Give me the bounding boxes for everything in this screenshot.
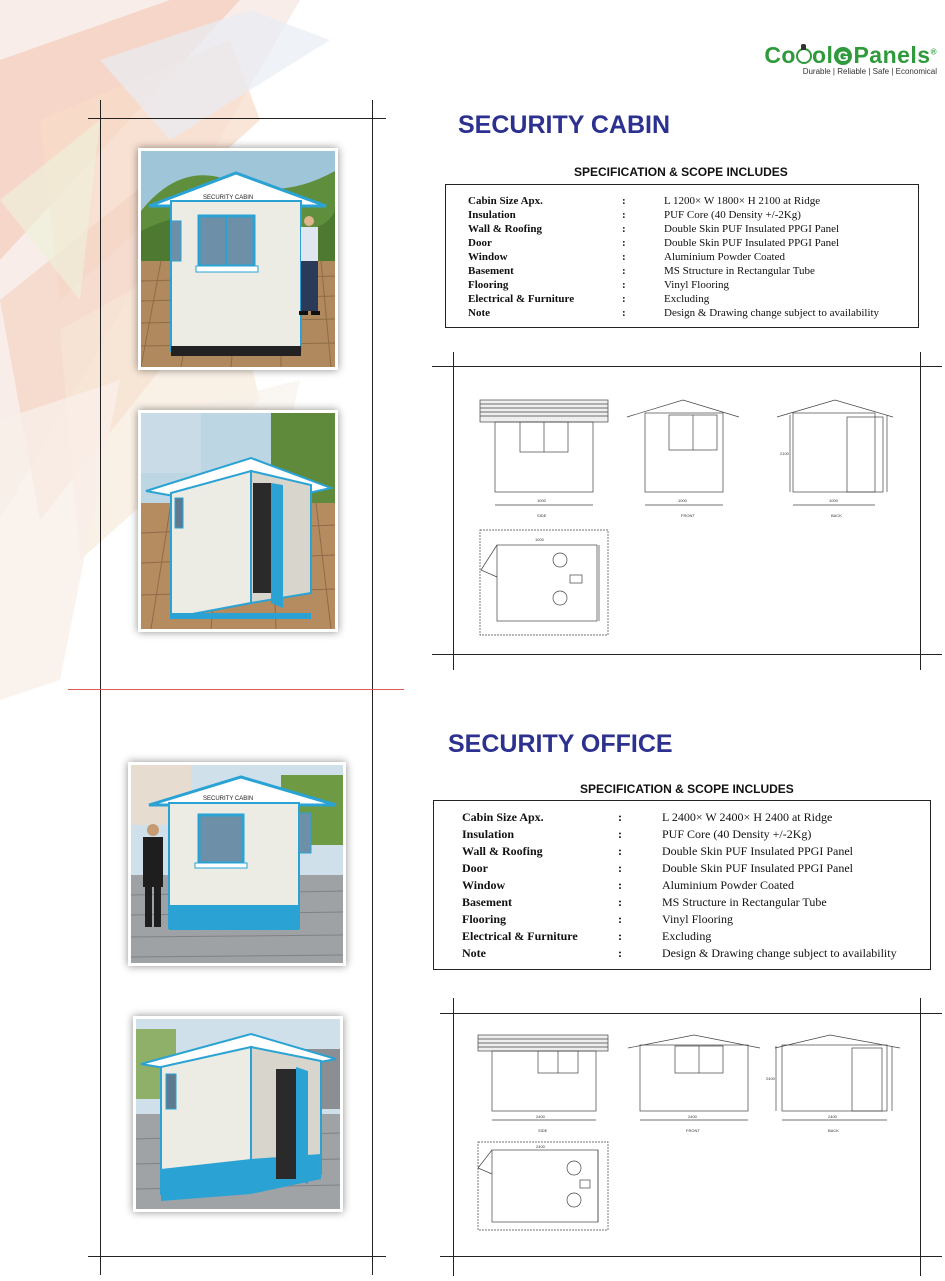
drawing-dim-width: 2400 (536, 1144, 545, 1149)
drawing-area-top-border (440, 1013, 942, 1014)
frame-line-middle (372, 100, 373, 1275)
spec-heading: SPECIFICATION & SCOPE INCLUDES (574, 165, 788, 179)
elevation-drawings-security-cabin (475, 395, 915, 645)
drawing-dim-width: 1000 (537, 498, 546, 503)
drawing-dim-width: 1000 (535, 537, 544, 542)
padlock-icon (796, 48, 812, 64)
brand-logo (764, 42, 937, 76)
photo-security-office-front (128, 762, 346, 966)
spec-table: Cabin Size Apx. : L 1200× W 1800× H 2100 at Ridge Insulation : PUF Core (40 Density +/-2Kg) Wall & Roofing : Double Skin PUF Insulated PPGI Panel Door : Double Skin PUF Insulated PPGI Panel Window : Aluminium Powder Coated Basement : MS Structure in Rectangular Tube Flooring : Vinyl Flooring Electrical & Furniture : Excluding Note : Design & Drawing change subject to availability (468, 195, 880, 319)
spec-table-top-border (445, 184, 919, 185)
spec-table-left-border (445, 184, 446, 328)
drawing-dim-height: 2100 (780, 451, 789, 456)
drawing-dim-width: 2400 (828, 1114, 837, 1119)
drawing-dim-width: 1000 (678, 498, 687, 503)
frame-line-bottom (88, 1256, 386, 1257)
spec-table-right-border (930, 800, 931, 970)
spec-table-bottom-border (433, 969, 931, 970)
cabin-sign-text: SECURITY CABIN (203, 796, 254, 802)
section-title-security-cabin: SECURITY CABIN (458, 111, 671, 139)
drawing-label-side: SIDE (537, 513, 547, 518)
drawing-dim-width: 1000 (829, 498, 838, 503)
drawing-dim-width: 2400 (688, 1114, 697, 1119)
drawing-area-left-border (453, 998, 454, 1276)
drawing-area-right-border (920, 352, 921, 670)
drawing-label-front: FRONT (681, 513, 695, 518)
spec-table-bottom-border (445, 327, 919, 328)
drawing-area-top-border (432, 366, 942, 367)
spec-table: Cabin Size Apx. : L 2400× W 2400× H 2400 at Ridge Insulation : PUF Core (40 Density +/-2Kg) Wall & Roofing : Double Skin PUF Insulated PPGI Panel Door : Double Skin PUF Insulated PPGI Panel Window : Aluminium Powder Coated Basement : MS Structure in Rectangular Tube Flooring : Vinyl Flooring Electrical & Furniture : Excluding Note : Design & Drawing change subject to availability (462, 810, 897, 960)
drawing-label-front: FRONT (686, 1128, 700, 1133)
drawing-dim-width: 2400 (536, 1114, 545, 1119)
logo-tagline: Durable | Reliable | Safe | Economical (802, 67, 937, 76)
drawing-label-back: BACK (831, 513, 842, 518)
frame-line-left (100, 100, 101, 1275)
spec-table-right-border (918, 184, 919, 328)
photo-security-office-door (133, 1016, 343, 1212)
spec-table-left-border (433, 800, 434, 970)
spec-heading: SPECIFICATION & SCOPE INCLUDES (580, 782, 794, 796)
photo-security-cabin-front (138, 148, 338, 370)
spec-table-top-border (433, 800, 931, 801)
frame-line-top (88, 118, 386, 119)
drawing-dim-height: 2400 (766, 1076, 775, 1081)
cabin-sign-text: SECURITY CABIN (203, 195, 254, 201)
drawing-label-side: SIDE (538, 1128, 548, 1133)
section-title-security-office: SECURITY OFFICE (448, 730, 673, 758)
section-divider (68, 689, 404, 690)
drawing-label-back: BACK (828, 1128, 839, 1133)
drawing-area-left-border (453, 352, 454, 670)
drawing-area-bottom-border (432, 654, 942, 655)
drawing-area-right-border (920, 998, 921, 1276)
logo-wordmark: Co ol G Panels® (764, 42, 937, 68)
photo-security-cabin-door (138, 410, 338, 632)
elevation-drawings-security-office (470, 1030, 915, 1240)
drawing-area-bottom-border (440, 1256, 942, 1257)
